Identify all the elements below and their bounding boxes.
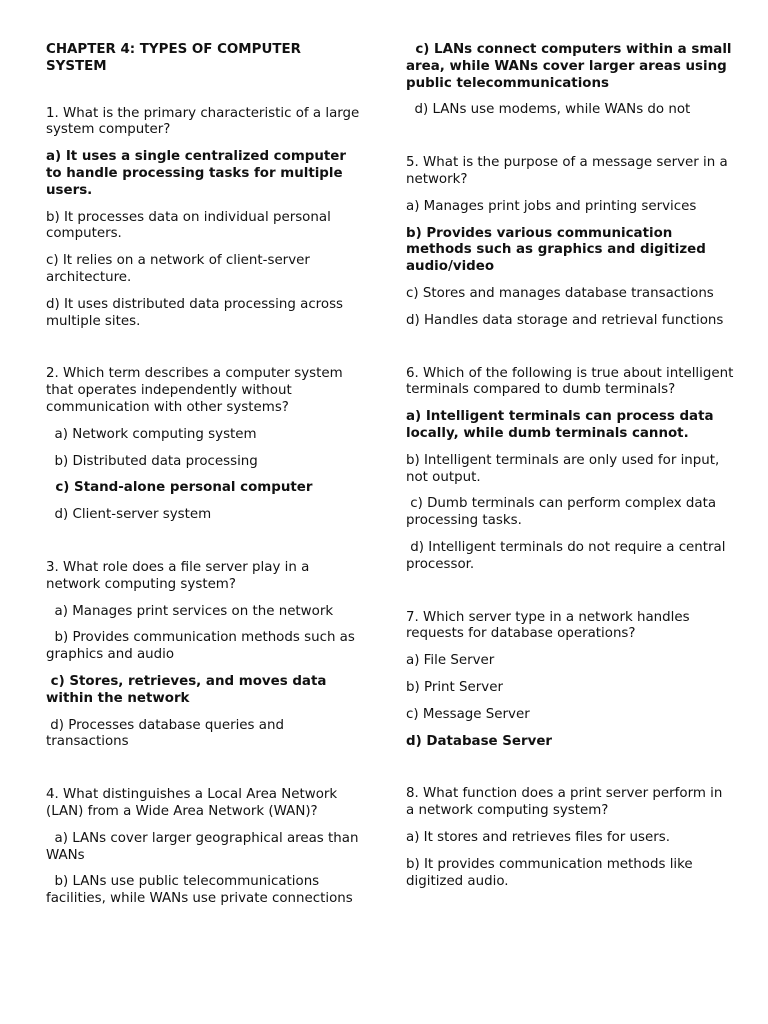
- question-text: 4. What distinguishes a Local Area Network (LAN) from a Wide Area Network (WAN)?: [46, 787, 338, 819]
- option: b) Provides communication methods such as graphics and audio: [46, 630, 360, 663]
- question-block-2: [46, 366, 366, 524]
- option: a) LANs cover larger geographical areas than WANs: [46, 830, 363, 863]
- option: b) It provides communication methods like digitized audio.: [406, 856, 697, 889]
- left-column: [46, 42, 366, 918]
- question-text: 8. What function does a print server perform in a network computing system?: [406, 786, 723, 819]
- option-correct: b) Provides various communication methods such as graphics and digitized audio/video: [406, 225, 711, 275]
- option: c) It relies on a network of client-server architecture.: [46, 253, 315, 285]
- option: b) It processes data on individual personal computers.: [46, 209, 336, 242]
- question-block-4: [46, 787, 366, 908]
- question-text: 3. What role does a file server play in a network computing system?: [46, 559, 310, 592]
- option: d) LANs use modems, while WANs do not: [406, 102, 691, 118]
- option-correct: c) LANs connect computers within a small area, while WANs cover larger areas using public telecommunications: [406, 42, 737, 91]
- option: b) LANs use public telecommunications facilities, while WANs use private connections: [46, 874, 353, 907]
- option: b) Print Server: [406, 679, 503, 695]
- option: c) Dumb terminals can perform complex data processing tasks.: [406, 496, 721, 529]
- option: d) Handles data storage and retrieval functions: [406, 312, 724, 328]
- question-block-8: [406, 786, 734, 890]
- option: d) Intelligent terminals do not require a central processor.: [406, 539, 730, 572]
- option: d) Client-server system: [46, 507, 212, 523]
- question-text: 1. What is the primary characteristic of a large system computer?: [46, 105, 360, 138]
- option: d) It uses distributed data processing across multiple sites.: [46, 296, 348, 329]
- option-correct: d) Database Server: [406, 733, 553, 749]
- option-correct: c) Stores, retrieves, and moves data within the network: [46, 673, 332, 706]
- option: a) Manages print jobs and printing services: [406, 198, 697, 214]
- right-column: [406, 42, 737, 900]
- question-text: 2. Which term describes a computer system that operates independently without communication with other systems?: [46, 366, 343, 415]
- option: c) Stores and manages database transactions: [406, 285, 714, 301]
- option-correct: a) Intelligent terminals can process data locally, while dumb terminals cannot.: [406, 409, 719, 441]
- chapter-title: CHAPTER 4: TYPES OF COMPUTER SYSTEM: [46, 42, 301, 74]
- option: d) Processes database queries and transactions: [46, 717, 289, 750]
- option-correct: c) Stand-alone personal computer: [46, 480, 313, 496]
- option: b) Distributed data processing: [46, 453, 258, 469]
- question-text: 6. Which of the following is true about intelligent terminals compared to dumb terminals?: [406, 365, 734, 398]
- option-correct: a) It uses a single centralized computer to handle processing tasks for multiple users.: [46, 149, 351, 198]
- question-text: 7. Which server type in a network handles requests for database operations?: [406, 609, 690, 642]
- option: a) It stores and retrieves files for users.: [406, 829, 670, 845]
- question-block-1: [46, 106, 366, 331]
- option: a) Manages print services on the network: [46, 603, 334, 619]
- question-block-7: [406, 610, 734, 751]
- question-block-4-continued: [406, 42, 737, 119]
- option: a) Network computing system: [46, 426, 257, 442]
- option: a) File Server: [406, 653, 495, 669]
- question-text: 5. What is the purpose of a message server in a network?: [406, 155, 728, 187]
- option: b) Intelligent terminals are only used for input, not output.: [406, 452, 724, 485]
- question-block-6: [406, 366, 734, 574]
- option: c) Message Server: [406, 706, 530, 722]
- question-block-5: [406, 155, 734, 329]
- question-block-3: [46, 560, 366, 751]
